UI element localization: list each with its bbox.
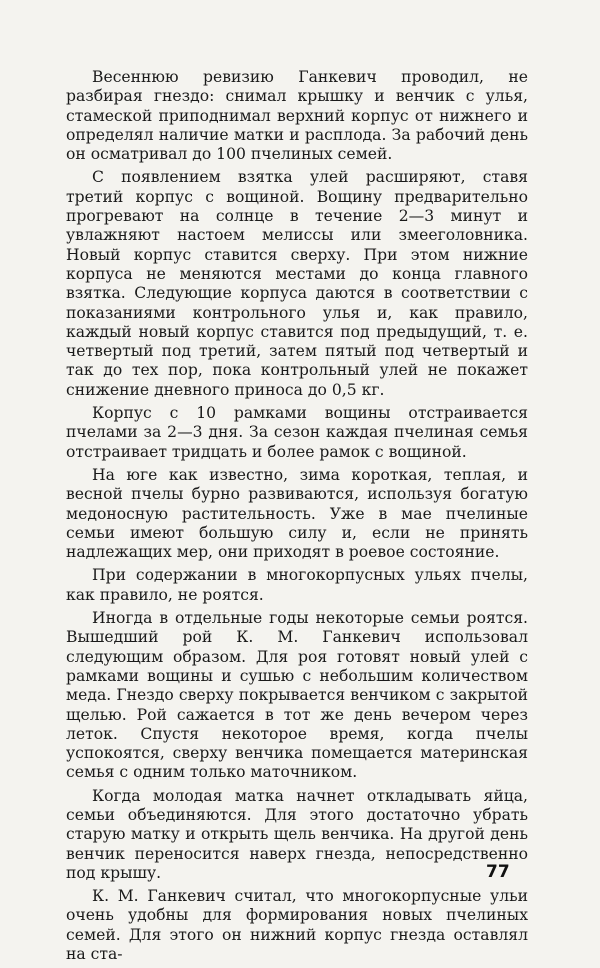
paragraph-1: Весеннюю ревизию Ганкевич проводил, не разбирая гнездо: снимал крышку и венчик с улья, стамеской приподнимал верхний корпус от нижнего и определял наличие матки и расплода. За рабочий день он осматривал до 100 пчелиных семей. <box>66 68 528 164</box>
paragraph-2: С появлением взятка улей расширяют, ставя третий корпус с вощиной. Вощину предварительно прогревают на солнце в течение 2—3 минут и увлажняют настоем мелиссы или змееголовника. Новый корпус ставится сверху. При этом нижние корпуса не меняются местами до конца главного взятка. Следующие корпуса даются в соответствии с показаниями контрольного улья и, как правило, каждый новый корпус ставится под предыдущий, т. е. четвертый под третий, затем пятый под четвертый и так до тех пор, пока контрольный улей не покажет снижение дневного приноса до 0,5 кг. <box>66 168 528 399</box>
paragraph-4: На юге как известно, зима короткая, теплая, и весной пчелы бурно развиваются, используя богатую медоносную растительность. Уже в мае пчелиные семьи имеют большую силу и, если не принять надлежащих мер, они приходят в роевое состояние. <box>66 465 528 562</box>
page-number: 77 <box>486 862 510 882</box>
paragraph-8: К. М. Ганкевич считал, что многокорпусные ульи очень удобны для формирования новых пчелиных семей. Для этого он нижний корпус гнезда оставлял на ста- <box>66 887 528 964</box>
paragraph-3: Корпус с 10 рамками вощины отстраивается пчелами за 2—3 дня. За сезон каждая пчелиная семья отстраивает тридцать и более рамок с вощиной. <box>66 404 528 461</box>
page-text <box>66 68 528 968</box>
paragraph-7: Когда молодая матка начнет откладывать яйца, семьи объединяются. Для этого достаточно убрать старую матку и открыть щель венчика. На другой день венчик переносится наверх гнезда, непосредственно под крышу. <box>66 786 528 882</box>
paragraph-6: Иногда в отдельные годы некоторые семьи роятся. Вышедший рой К. М. Ганкевич использовал следующим образом. Для роя готовят новый улей с рамками вощины и сушью с небольшим количеством меда. Гнездо сверху покрывается венчиком с закрытой щелью. Рой сажается в тот же день вечером через леток. Спустя некоторое время, когда пчелы успокоятся, сверху венчика помещается материнская семья с одним только маточником. <box>66 609 528 782</box>
paragraph-5: При содержании в многокорпусных ульях пчелы, как правило, не роятся. <box>66 566 528 604</box>
